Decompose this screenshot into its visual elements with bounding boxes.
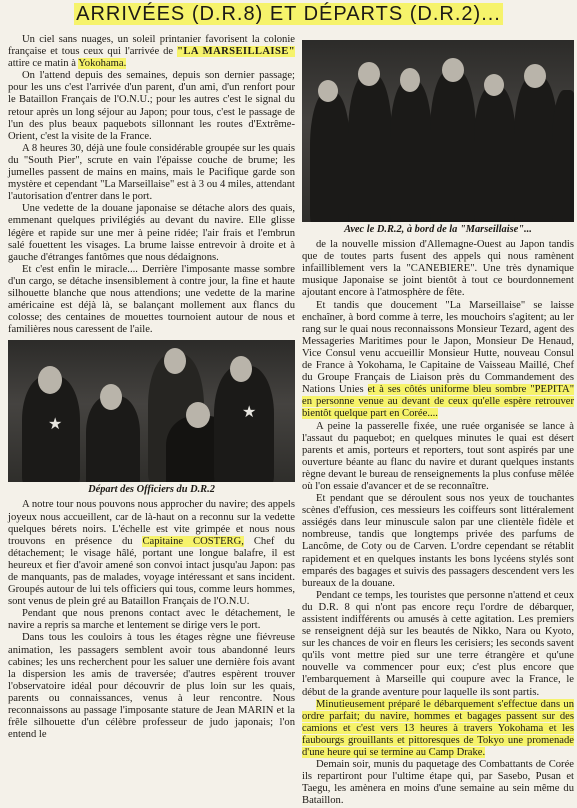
paragraph	[302, 699, 574, 759]
paragraph: Dans tous les couloirs à tous les étages règne une fiévreuse animation, les passagers semblent avoir tous abandonné leurs cabines; les uns recherchent pour les saluer une dernière fois avant la dispersion les amis de traversée; d'autres espèrent trouver l'observatoire idéal pour découvrir de plus loin sur les quais, parents ou connaissances, venus à leur rencontre. Nous reconnaissons au passage l'imposante stature de Jean MARIN et la frêle silhouette d'un célèbre professeur de judo japonais; l'on entend le	[8, 632, 295, 741]
headline-text: ARRIVÉES (D.R.8) ET DÉPARTS (D.R.2)...	[76, 3, 501, 25]
paragraph: Un ciel sans nuages, un soleil printanier favorisent la colonie française et tous ceux qui l'arrivée de "LA MARSEILLAISE" attire ce matin à Yokohama.	[8, 34, 295, 70]
paragraph: Demain soir, munis du paquetage des Combattants de Corée ils repartiront pour l'ultime étape qui, par Sasebo, Pusan et Taegu, les amènera en moins d'une semaine au sein même du Bataillon.	[302, 759, 574, 807]
paragraph: A notre tour nous pouvons nous approcher du navire; des appels joyeux nous accueillent, car de là-haut on a reconnu sur la vedette quelques bérets noirs. L'échelle est vite grimpée et nous nous trouvons en présence du Capitaine COSTERG, Chef du détachement; le visage hâlé, portant une longue balafre, il est heureux et fier d'avoir amené son convoi intact jusqu'au Japon: pas de manquants, pas de malades, voyage intéressant et sans incident. Groupés autour de lui tels officiers qui tous, comme leurs hommes, sont venus de plein gré au Bataillon Français de l'O.N.U.	[8, 499, 295, 608]
paragraph: de la nouvelle mission d'Allemagne-Ouest au Japon tandis que de toutes parts fusent des appels qui nous ramènent infailliblement vers la "CANEBIERE". Une très dynamique musique Japonaise se joint bientôt à tout ce bourdonnement ajoutant encore à l'atmosphère de fête.	[302, 239, 574, 299]
photo-caption: Avec le D.R.2, à bord de la "Marseillaise"...	[344, 224, 532, 235]
photo-aboard-marseillaise	[302, 40, 574, 222]
star-insignia-icon: ★	[242, 402, 257, 422]
highlighted-passage: et à ses côtés uniforme bleu sombre "PEPITA" en personne venue au devant de ceux qu'elle espère retrouver bientôt quelque part en Corée....	[302, 384, 575, 420]
star-insignia-icon: ★	[48, 414, 63, 434]
highlighted-passage: Minutieusement préparé le débarquement s'effectue dans un ordre parfait; du navire, hommes et bagages passent sur des camions et c'est vers 13 heures à travers Yokohama et les faubourgs grouillants et pittoresques de Tokyo une promenade d'une heure qui se termine au Camp Drake.	[302, 698, 574, 759]
headline	[0, 3, 577, 26]
paragraph: Pendant ce temps, les touristes que personne n'attend et ceux du D.R. 8 qui n'ont pas encore reçu l'ordre de débarquer, assistent indifférents ou amusés à cette agitation. Les premiers se renseignent déjà sur les beautés de Nikko, Nara ou Kyoto, sur les chances de voir en fleurs les cerisiers; les seconds savent qu'ils vont mettre pied sur une terre étrangère et qu'une nouvelle va commencer pour eux; c'est plus encore que l'embarquement à Marseille qui coupure avec la France, le début de la grande aventure pour laquelle ils sont partis.	[302, 589, 574, 698]
city-name: Yokohama.	[78, 58, 127, 70]
left-column	[8, 34, 295, 741]
paragraph: Pendant que nous prenons contact avec le détachement, le navire a repris sa marche et lentement se dirige vers le port.	[8, 608, 295, 632]
paragraph: A 8 heures 30, déjà une foule considérable groupée sur les quais du "South Pier", scrute en vain l'épaisse couche de brume; les jumelles passent de mains en mains, mais le Pacifique garde son mystère et cependant "La Marseillaise" est à 3 ou 4 miles, attendant l'autorisation d'entrer dans le port.	[8, 142, 295, 203]
paragraph: Et pendant que se déroulent sous nos yeux de touchantes scènes d'effusion, ces messieurs les coiffeurs sont littéralement assiégés dans leur minuscule salon par une clientèle fidèle et nombreuse, tandis que longtemps privée des parfums de Lancôme, de Coty ou de Carven. L'ordre cependant se rétablit rapidement et en quelques instants les bons lycéens stylés sont emparés des bagages et suivis des passagers descendent vers les bureaux de la douane.	[302, 493, 574, 589]
paragraph: Et tandis que doucement "La Marseillaise" se laisse enchaîner, à bord comme à terre, les mouchoirs s'agitent; au ler rang sur le quai nous reconnaissons Monsieur Tezard, agent des Messageries Maritimes pour le Japon, Monsieur De Henaud, Vice Consul venu accueillir Monsieur Hutte, nouveau Consul de France à Yokohama, le Capitaine de Vaisseau Maillé, Chef du Groupe Français de Liaison près du Commandement des Nations Unies et à ses côtés uniforme bleu sombre "PEPITA" en personne venue au devant de ceux qu'elle espère retrouver bientôt quelque part en Corée....	[302, 299, 575, 420]
photo-caption: Départ des Officiers du D.R.2	[88, 484, 215, 496]
paragraph: Et c'est enfin le miracle.... Derrière l'imposante masse sombre d'un cargo, se détache insensiblement à contre jour, la fine et haute silhouette blanche que nous attendions; une vedette de la marine américaine est déjà là, se balançant mollement aux flancs du colosse; des centaines de mouettes tournoient autour de nous et familières nous caressent de l'aile.	[8, 263, 295, 336]
ship-name: "LA MARSEILLAISE"	[177, 46, 295, 58]
captain-name: Capitaine COSTERG,	[142, 535, 244, 547]
photo-officers-departure	[8, 340, 295, 482]
right-column	[302, 40, 574, 808]
paragraph: A peine la passerelle fixée, une ruée organisée se lance à l'assaut du paquebot; en quelques minutes le quai est désert parents et amis, porteurs et reporters, tout sont aspirés par une ouverture béante au flanc du navire et durant quelques instants règne devant le bureau de renseignements la plus confuse mêlée où l'on essaie d'avancer et de se reconnaître.	[302, 420, 574, 492]
paragraph: Une vedette de la douane japonaise se détache alors des quais, emmenant quelques privilégiés au devant du navire. Elle glisse légère et rapide sur une mer à peine ridée; l'air frais et l'embrun salé fouettent les visages. La brume laisse entrevoir à droite et à gauche d'étranges fantômes que nous dédaignons.	[8, 203, 295, 263]
paragraph: On l'attend depuis des semaines, depuis son dernier passage; pour les uns c'est l'arrivée d'un parent, d'un ami, d'un renfort pour le Bataillon Français de l'O.N.U.; pour les autres c'est le signal du retour après un long séjour au Japon; pour tous, c'est le passage de l'un des plus beaux paquebots sillonnant les routes d'Extrême-Orient, c'est la visite de la France.	[8, 70, 295, 142]
